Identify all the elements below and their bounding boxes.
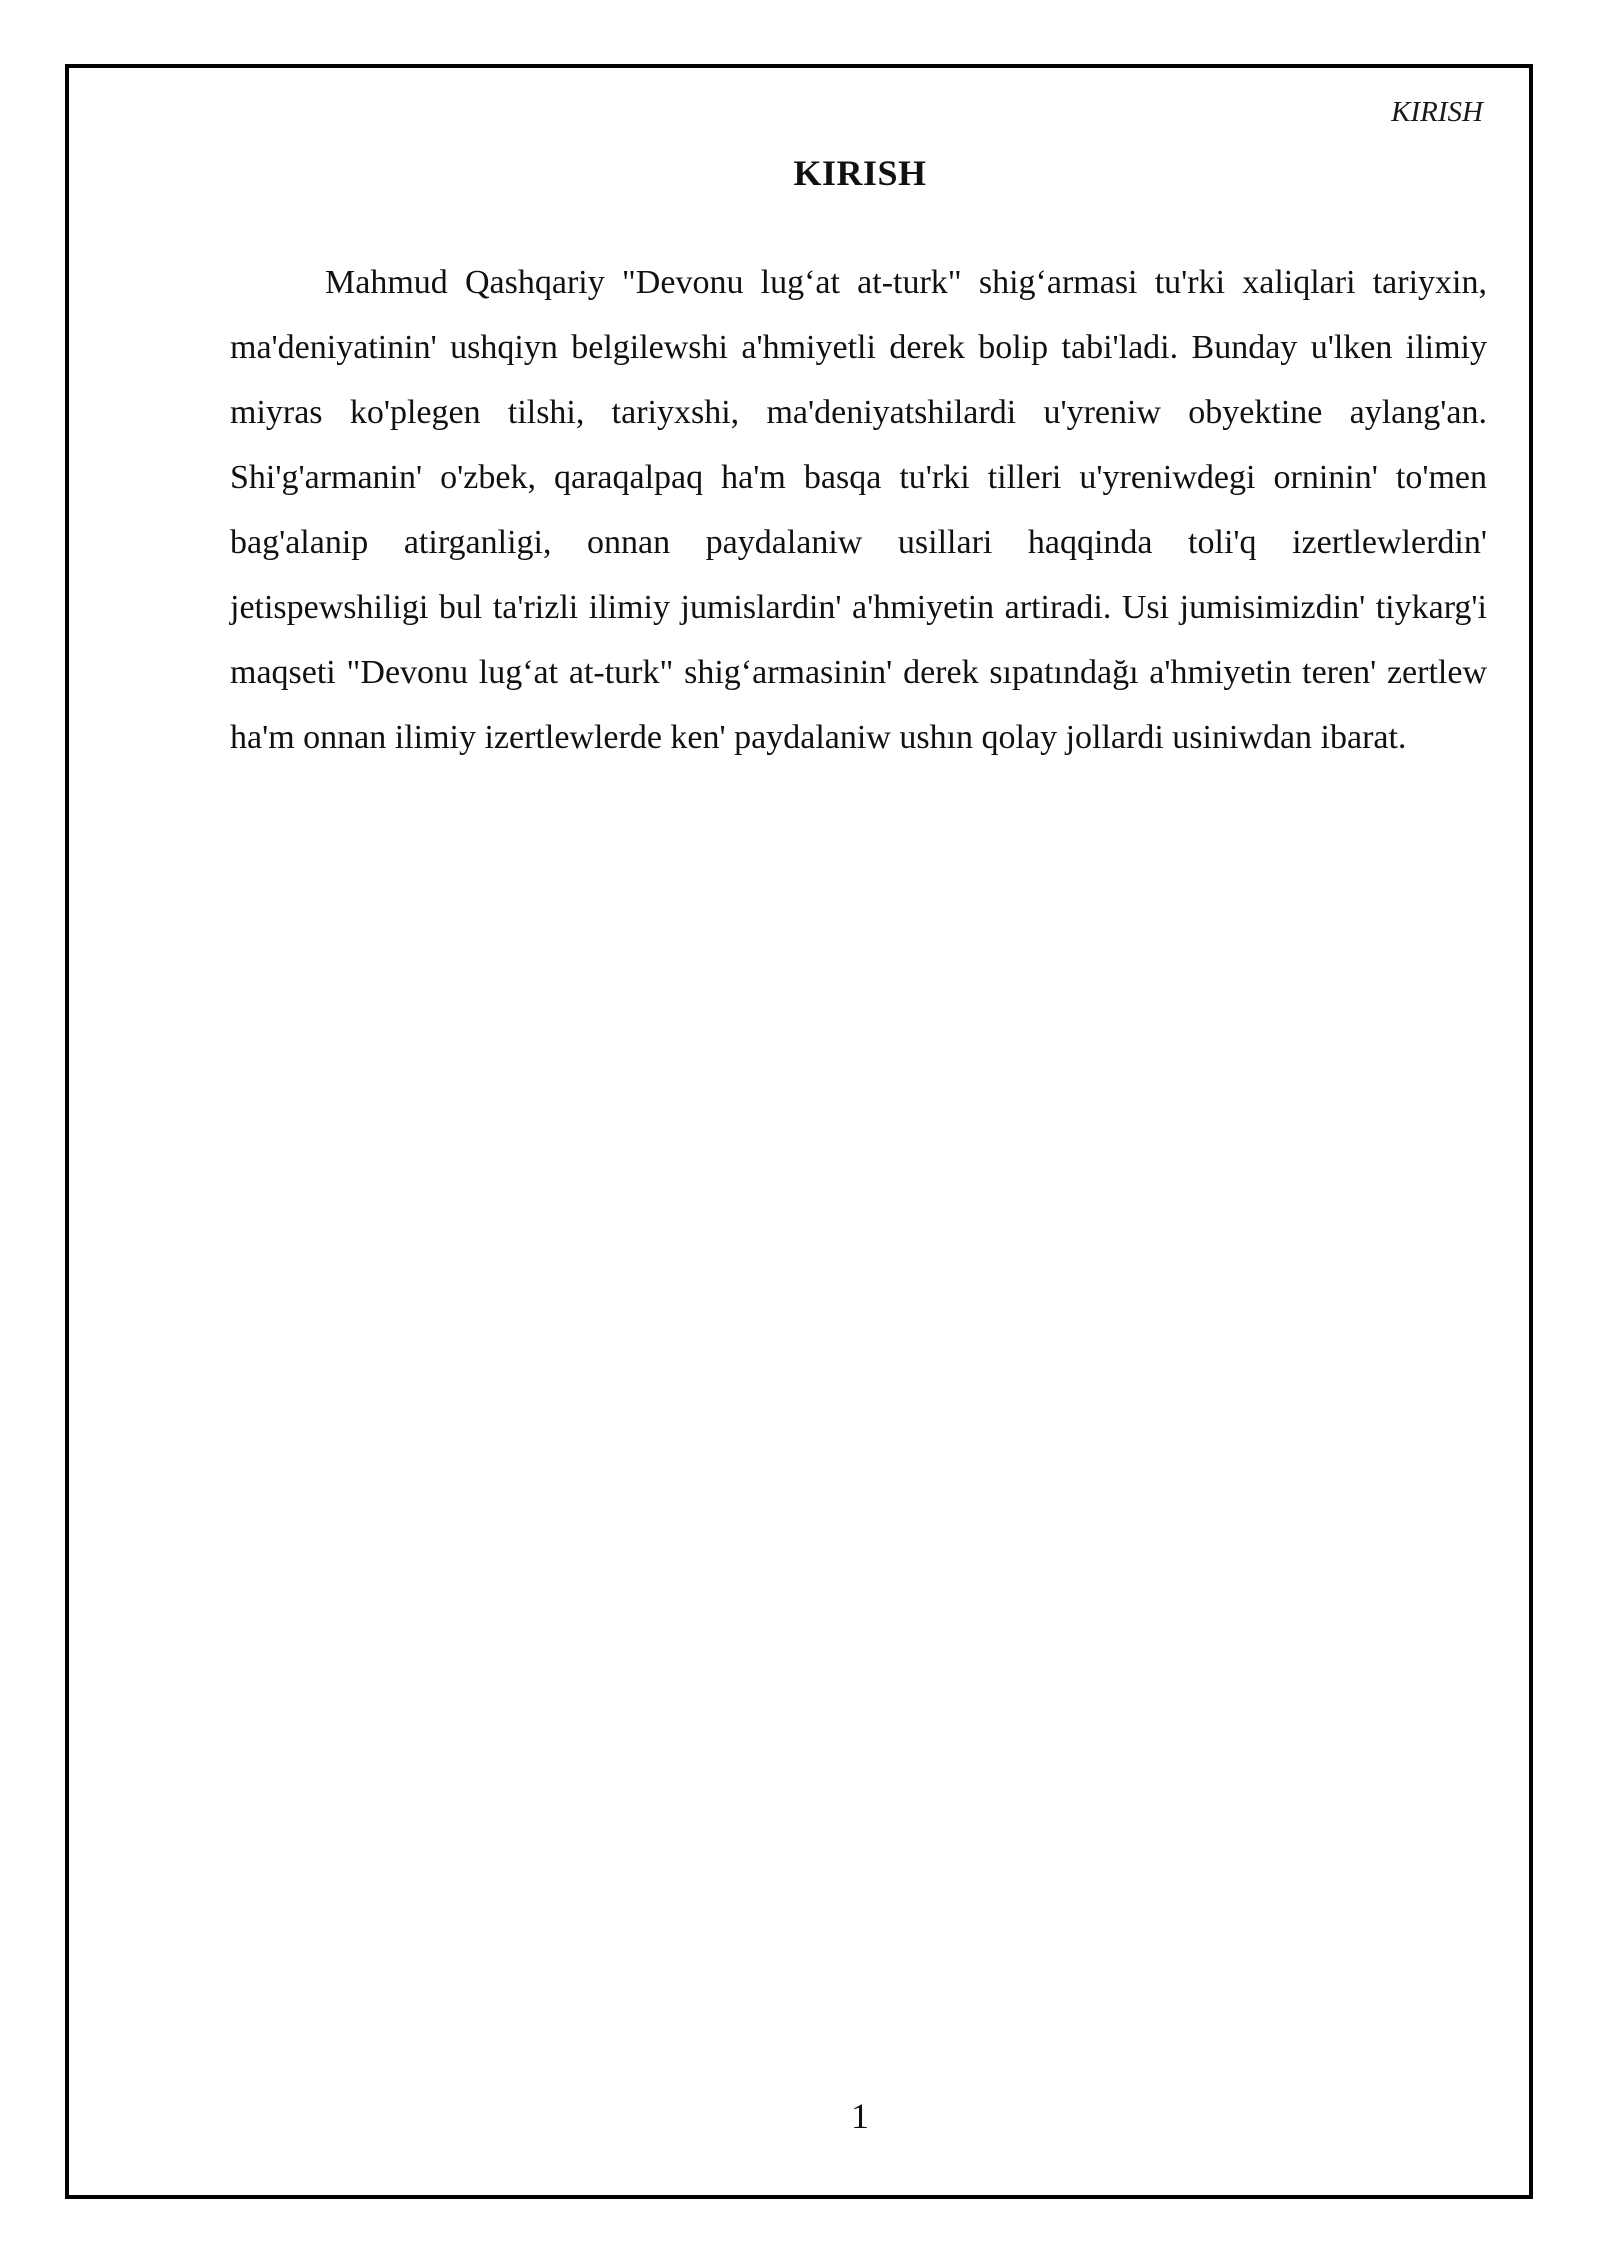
body-paragraph: Mahmud Qashqariy "Devonu lug‘at at-turk" shig‘armasi tu'rki xaliqlari tariyxin, ma'deniyatinin' ushqiyn belgilewshi a'hmiyetli derek bolip tabi'ladi. Bunday u'lken ilimiy miyras ko'plegen tilshi, tariyxshi, ma'deniyatshilardi u'yreniw obyektine aylang'an. Shi'g'armanin' o'zbek, qaraqalpaq ha'm basqa tu'rki tilleri u'yreniwdegi orninin' to'men bag'alanip atirganligi, onnan paydalaniw usillari haqqinda toli'q izertlewlerdin' jetispewshiligi bul ta'rizli ilimiy jumislardin' a'hmiyetin artiradi. Usi jumisimizdin' tiykarg'i maqseti "Devonu lug‘at at-turk" shig‘armasinin' derek sıpatındağı a'hmiyetin teren' zertlew ha'm onnan ilimiy izertlewlerde ken' paydalaniw ushın qolay jollardi usiniwdan ibarat. — [230, 264, 1487, 756]
page-number: 1 — [851, 2096, 869, 2136]
running-header: KIRISH — [1391, 96, 1483, 128]
page-title: KIRISH — [793, 153, 927, 193]
